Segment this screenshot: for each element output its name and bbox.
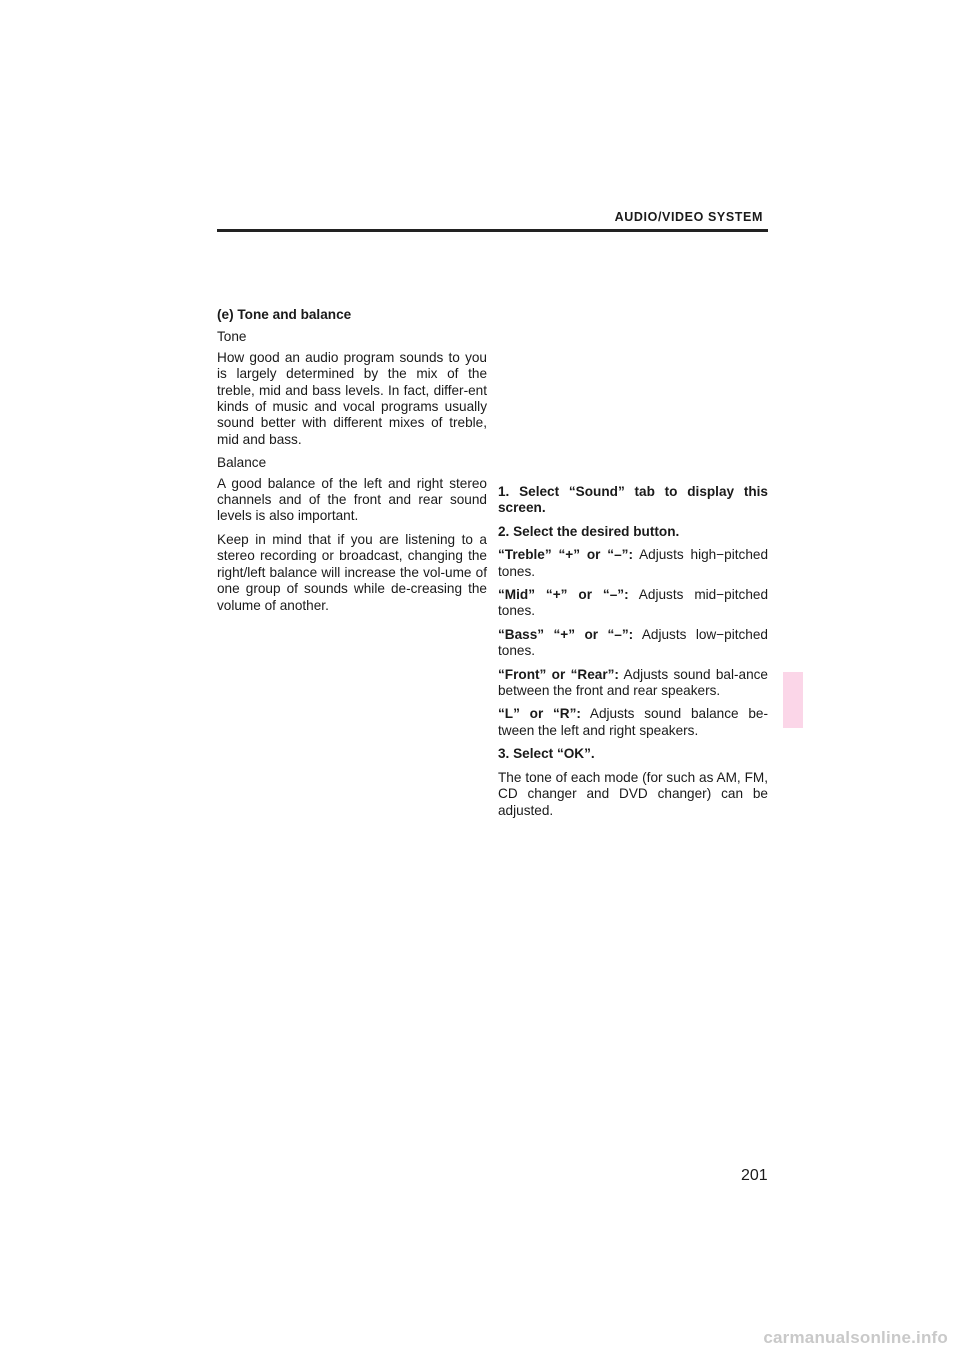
desc-mid: Adjusts mid−pitched tones. <box>498 587 769 619</box>
right-column <box>498 484 768 826</box>
tone-paragraph: How good an audio program sounds to you is largely determined by the mix of the treble, mid and bass levels. In fact, differ-ent kinds of music and vocal programs usually sound better with different mixes of treble, mid and bass. <box>217 349 487 447</box>
term-front-rear: “Front” or “Rear”: <box>498 666 619 682</box>
left-column <box>217 307 487 621</box>
desc-bass: Adjusts low−pitched tones. <box>498 626 768 659</box>
header-rule <box>217 229 768 232</box>
page-number: 201 <box>741 1167 768 1184</box>
item-mid <box>498 587 768 620</box>
step-1: 1. Select “Sound” tab to display this screen. <box>498 484 768 516</box>
chapter-thumb-tab <box>783 672 803 728</box>
tone-subheading: Tone <box>217 329 247 345</box>
step-2: 2. Select the desired button. <box>498 523 680 539</box>
balance-subheading: Balance <box>217 455 267 471</box>
item-front-rear <box>498 667 768 700</box>
term-mid: “Mid” “+” or “–”: <box>498 587 629 603</box>
balance-paragraph: A good balance of the left and right stereo channels and of the front and rear sound levels is also important. <box>217 475 487 524</box>
desc-front-rear: Adjusts sound bal-ance between the front and rear speakers. <box>498 666 768 699</box>
keep-in-mind-paragraph: Keep in mind that if you are listening to a stereo recording or broadcast, changing the right/left balance will increase the vol-ume of one group of sounds while de-creasing the volume of another. <box>217 531 487 613</box>
item-treble <box>498 547 768 580</box>
section-heading: (e) Tone and balance <box>217 307 352 322</box>
item-l-r <box>498 706 768 739</box>
item-bass <box>498 627 768 660</box>
note-paragraph: The tone of each mode (for such as AM, FM, CD changer and DVD changer) can be adjusted. <box>498 769 768 818</box>
desc-treble: Adjusts high−pitched tones. <box>498 547 768 579</box>
watermark: carmanualsonline.info <box>763 1328 948 1347</box>
desc-l-r: Adjusts sound balance be-tween the left and right speakers. <box>498 706 768 738</box>
step-3: 3. Select “OK”. <box>498 746 595 762</box>
term-treble: “Treble” “+” or “–”: <box>498 547 633 563</box>
section-header-title: AUDIO/VIDEO SYSTEM <box>614 210 763 224</box>
term-l-r: “L” or “R”: <box>498 706 581 722</box>
term-bass: “Bass” “+” or “–”: <box>498 626 634 642</box>
